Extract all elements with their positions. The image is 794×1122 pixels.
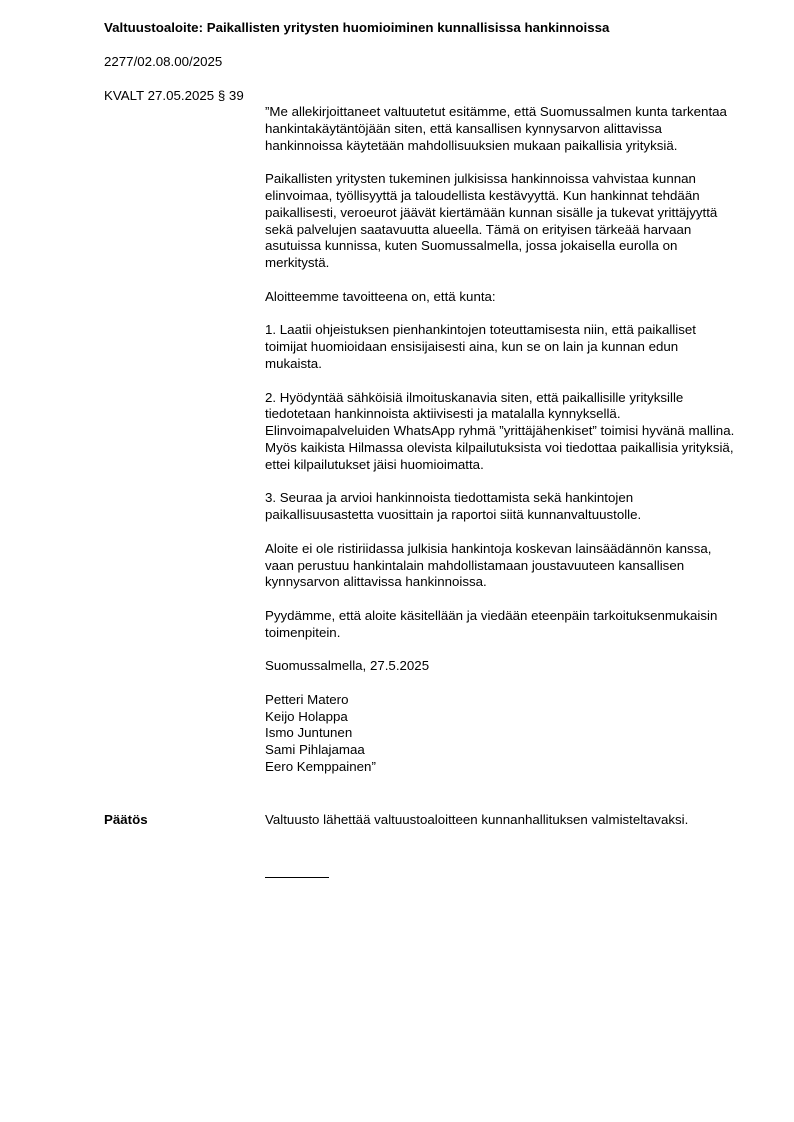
decision-label: Päätös [104,812,148,827]
request-paragraph: Pyydämme, että aloite käsitellään ja viedään eteenpäin tarkoituksenmukaisin toimenpitein. [265,607,718,640]
goals-intro: Aloitteemme tavoitteena on, että kunta: [265,288,496,304]
signatory: Keijo Holappa [265,708,348,724]
decision-text [265,812,737,829]
signatory: Eero Kemppainen” [265,759,376,775]
signatory: Sami Pihlajamaa [265,742,365,758]
goal-item-2: 2. Hyödyntää sähköisiä ilmoituskanavia siten, että paikallisille yrityksille tiedotetaan hankinnoista aktiivisesti ja matalalla kynnyksellä. Elinvoimapalveluiden WhatsApp ryhmä ”yrittäjähenkiset” toimisi hyvänä mallina. Myös kaikista Hilmassa olevista kilpailutuksista voi tiedottaa paikallisia yrityksiä, ettei kilpailutukset jäisi huomioimatta. [265,389,735,472]
document-title: Valtuustoaloite: Paikallisten yritysten huomioiminen kunnallisissa hankinnoissa [104,20,610,35]
reference-number: 2277/02.08.00/2025 [104,54,223,69]
place-date: Suomussalmella, 27.5.2025 [265,658,430,674]
initiative-intro: ”Me allekirjoittaneet valtuutetut esitämme, että Suomussalmen kunta tarkentaa hankintakäytäntöjään siten, että kansallisen kynnysarvon alittavissa hankinnoissa käytetään mahdollisuuksien mukaan paikallisia yrityksiä. [265,104,727,153]
signatory: Ismo Juntunen [265,725,353,741]
meeting-reference: KVALT 27.05.2025 § 39 [104,88,244,103]
goal-item-3: 3. Seuraa ja arvioi hankinnoista tiedottamista sekä hankintojen paikallisuusastetta vuosittain ja raportoi siitä kunnanvaltuustolle. [265,490,642,523]
signatory: Petteri Matero [265,691,349,707]
closing-rule [265,877,329,878]
decision-statement: Valtuusto lähettää valtuustoaloitteen kunnanhallituksen valmisteltavaksi. [265,812,689,827]
goal-item-1: 1. Laatii ohjeistuksen pienhankintojen toteuttamisesta niin, että paikalliset toimijat huomioidaan ensisijaisesti aina, kun se on lain ja kunnan edun mukaista. [265,322,696,371]
initiative-body [265,104,737,776]
signatory-list [265,692,737,776]
initiative-paragraph: Paikallisten yritysten tukeminen julkisissa hankinnoissa vahvistaa kunnan elinvoimaa, työllisyyttä ja taloudellista kestävyyttä. Kun hankinnat tehdään paikallisesti, veroeurot jäävät kiertämään kunnan sisälle ja tukevat yrittäjyyttä sekä palvelujen saatavuutta alueella. Tämä on erityisen tärkeää harvaan asutuissa kunnissa, kuten Suomussalmella, jossa jokaisella eurolla on merkitystä. [265,171,718,271]
legal-paragraph: Aloite ei ole ristiriidassa julkisia hankintoja koskevan lainsäädännön kanssa, vaan perustuu hankintalain mahdollistamaan joustavuuteen kansallisen kynnysarvon alittavissa hankinnoissa. [265,540,712,590]
